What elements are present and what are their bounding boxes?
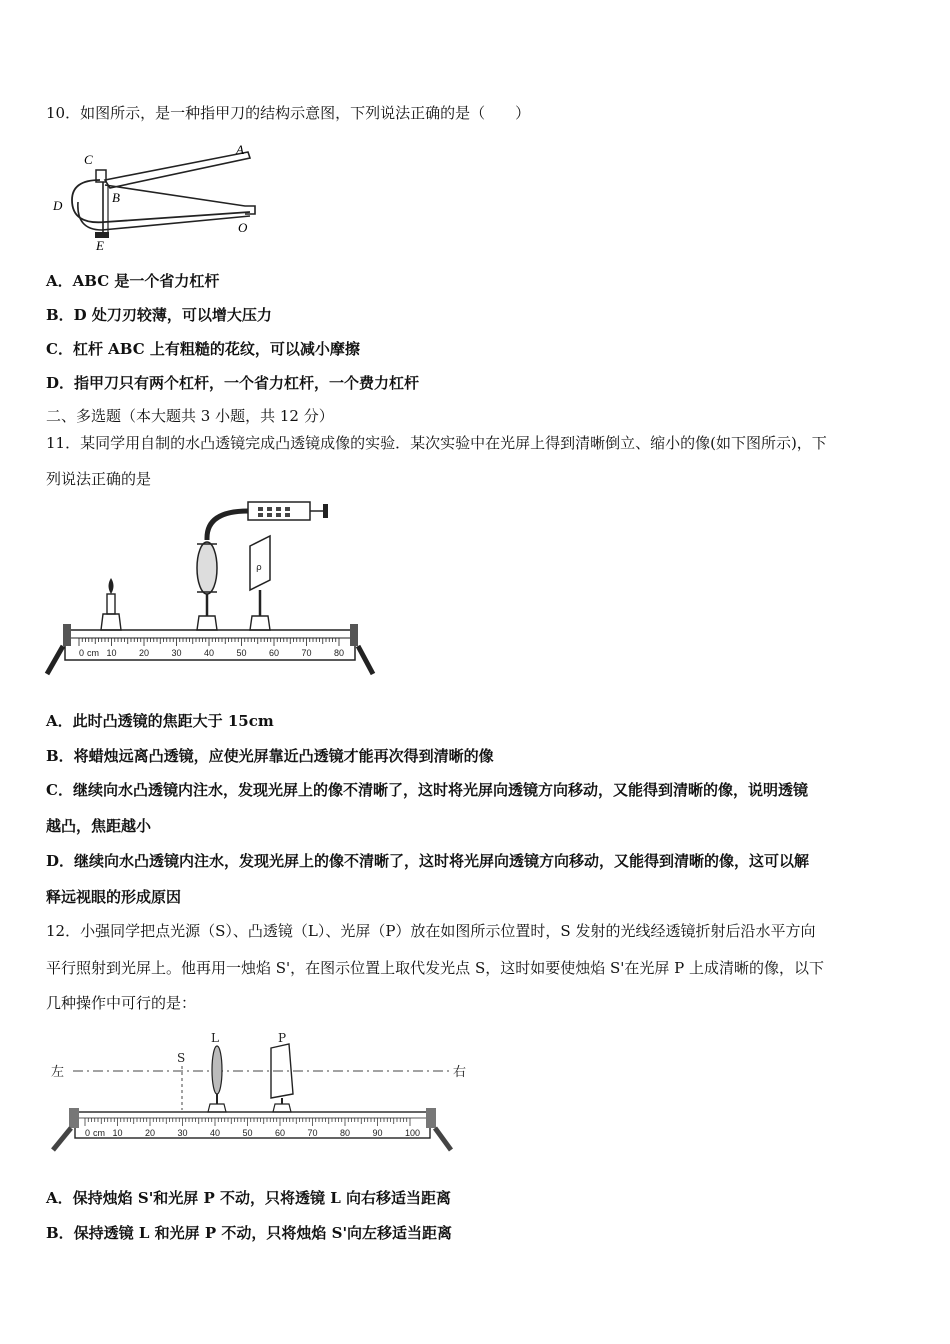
q10-option-c: C．杠杆 ABC 上有粗糙的花纹，可以减小摩擦 <box>46 340 360 358</box>
label-c: C <box>84 152 93 167</box>
ruler-tick-label: 60 <box>269 648 280 658</box>
label-a: A <box>236 142 244 157</box>
label-l: L <box>211 1031 219 1045</box>
q10-option-d: D．指甲刀只有两个杠杆，一个省力杠杆，一个费力杠杆 <box>46 374 420 392</box>
q11-stem-line2: 列说法正确的是 <box>46 470 152 488</box>
ruler-tick-label: 90 <box>372 1128 383 1138</box>
optical-bench-figure <box>45 1028 475 1158</box>
ruler-tick-label: 0 <box>79 648 85 658</box>
nail-clipper-figure <box>50 140 260 255</box>
label-o: O <box>238 220 248 235</box>
q10-option-b: B．D 处刀刃较薄，可以增大压力 <box>46 306 272 324</box>
q12-stem-line3: 几种操作中可行的是： <box>46 994 197 1012</box>
ruler-tick-label: 50 <box>242 1128 253 1138</box>
q10-stem: 10．如图所示，是一种指甲刀的结构示意图，下列说法正确的是（ ） <box>46 104 531 122</box>
q10-option-a: A．ABC 是一个省力杠杆 <box>46 272 220 290</box>
q11-option-c-line1: C．继续向水凸透镜内注水，发现光屏上的像不清晰了，这时将光屏向透镜方向移动，又能得到清晰的像，说明透镜 <box>46 781 808 799</box>
ruler-tick-label: 50 <box>236 648 247 658</box>
ruler-tick-label: 10 <box>112 1128 123 1138</box>
svg-text:ρ: ρ <box>256 563 262 573</box>
ruler-tick-label: 60 <box>275 1128 286 1138</box>
label-s: S <box>177 1051 186 1065</box>
q11-option-d-line2: 释远视眼的形成原因 <box>46 888 182 906</box>
ruler-tick-label: 80 <box>334 648 345 658</box>
label-d: D <box>53 198 63 213</box>
q12-stem-line2: 平行照射到光屏上。他再用一烛焰 S'，在图示位置上取代发光点 S，这时如要使烛焰 S'在光屏 P 上成清晰的像，以下 <box>46 959 825 977</box>
ruler-tick-label: 10 <box>106 648 117 658</box>
ruler-unit: cm <box>93 1128 105 1138</box>
ruler-tick-label: 0 <box>85 1128 91 1138</box>
lens-experiment-figure <box>45 498 385 683</box>
ruler-tick-label: 40 <box>210 1128 221 1138</box>
ruler-tick-label: 70 <box>307 1128 318 1138</box>
q11-option-d-line1: D．继续向水凸透镜内注水，发现光屏上的像不清晰了，这时将光屏向透镜方向移动，又能得到清晰的像，这可以解 <box>46 852 810 870</box>
q11-option-a: A．此时凸透镜的焦距大于 15cm <box>46 712 274 730</box>
ruler-tick-label: 30 <box>171 648 182 658</box>
ruler-tick-label: 20 <box>139 648 150 658</box>
q12-option-a: A．保持烛焰 S'和光屏 P 不动，只将透镜 L 向右移适当距离 <box>46 1189 452 1207</box>
q11-option-c-line2: 越凸，焦距越小 <box>46 817 152 835</box>
q12-stem-line1: 12．小强同学把点光源（S）、凸透镜（L）、光屏（P）放在如图所示位置时，S 发射的光线经透镜折射后沿水平方向 <box>46 922 816 940</box>
ruler-tick-label: 30 <box>177 1128 188 1138</box>
label-left: 左 <box>51 1065 65 1080</box>
section-heading: 二、多选题（本大题共 3 小题，共 12 分） <box>46 407 334 425</box>
ruler-tick-label: 70 <box>301 648 312 658</box>
label-b: B <box>112 190 120 205</box>
label-p: P <box>278 1031 287 1045</box>
label-right: 右 <box>453 1065 467 1080</box>
ruler-unit: cm <box>87 648 99 658</box>
q12-option-b: B．保持透镜 L 和光屏 P 不动，只将烛焰 S'向左移适当距离 <box>46 1224 453 1242</box>
ruler-tick-label: 20 <box>145 1128 156 1138</box>
ruler-tick-label: 80 <box>340 1128 351 1138</box>
q11-stem-line1: 11．某同学用自制的水凸透镜完成凸透镜成像的实验．某次实验中在光屏上得到清晰倒立、缩小的像(如下图所示)，下 <box>46 434 827 452</box>
label-e: E <box>96 238 104 253</box>
ruler-tick-label: 100 <box>405 1128 421 1138</box>
ruler-tick-label: 40 <box>204 648 215 658</box>
q11-option-b: B．将蜡烛远离凸透镜，应使光屏靠近凸透镜才能再次得到清晰的像 <box>46 747 494 765</box>
